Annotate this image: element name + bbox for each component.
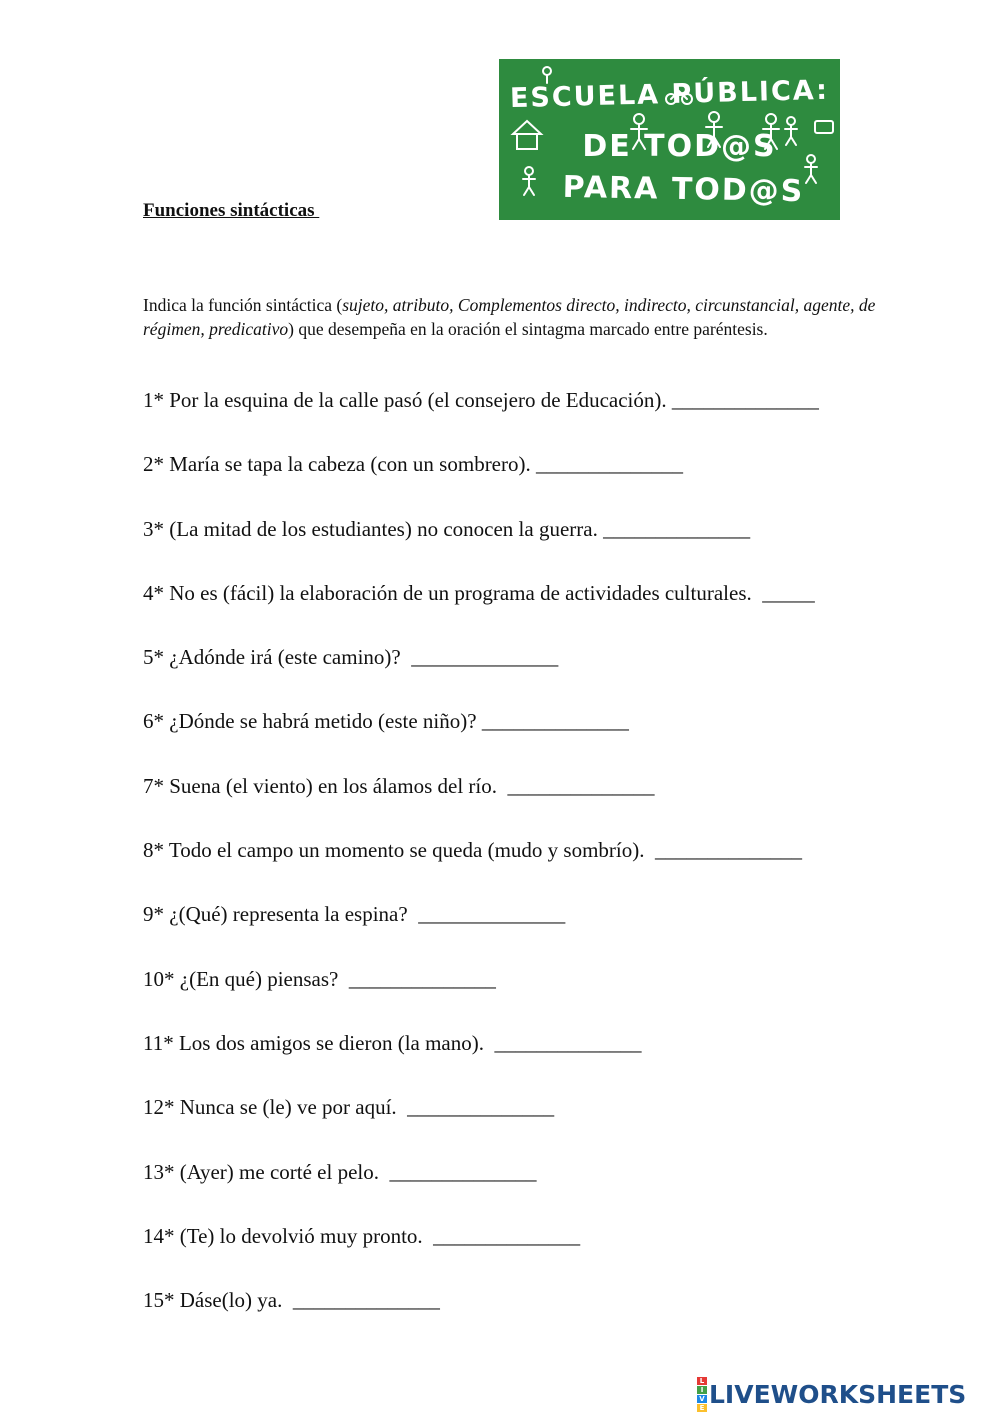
question-text: 5* ¿Adónde irá (este camino)? (143, 645, 412, 670)
answer-blank[interactable]: ______________ (292, 1288, 440, 1313)
question-text: 2* María se tapa la cabeza (con un sombrero). (143, 452, 536, 477)
question-item (143, 1095, 943, 1159)
instructions-start: Indica la función sintáctica ( (143, 295, 343, 315)
question-item (143, 517, 943, 581)
question-text: 13* (Ayer) me corté el pelo. (143, 1159, 390, 1184)
question-text: 14* (Te) lo devolvió muy pronto. (143, 1223, 434, 1248)
logo-line-1: ESCUELA PÚBLICA: (509, 74, 830, 115)
question-item (143, 1031, 943, 1095)
question-item (143, 1160, 943, 1224)
question-item (143, 838, 943, 902)
icon-block: E (697, 1404, 707, 1412)
question-item (143, 1224, 943, 1288)
answer-blank[interactable]: ______________ (494, 1030, 642, 1055)
question-item (143, 645, 943, 709)
question-item (143, 452, 943, 516)
liveworksheets-watermark (697, 1377, 966, 1411)
question-text: 12* Nunca se (le) ve por aquí. (143, 1095, 408, 1120)
icon-block: I (697, 1386, 707, 1394)
logo-line-3: PARA TOD@S (562, 169, 805, 210)
answer-blank[interactable]: ______________ (418, 902, 566, 927)
answer-blank[interactable]: ______________ (507, 773, 655, 798)
question-text: 1* Por la esquina de la calle pasó (el consejero de Educación). (143, 388, 672, 412)
liveworksheets-icon (697, 1377, 707, 1412)
answer-blank[interactable]: ______________ (411, 645, 559, 670)
logo-line-2: DE TOD@S (582, 129, 777, 164)
question-text: 11* Los dos amigos se dieron (la mano). (143, 1030, 495, 1055)
icon-block: V (697, 1395, 707, 1403)
answer-blank[interactable]: ______________ (433, 1223, 581, 1248)
icon-block: L (697, 1377, 707, 1385)
question-text: 3* (La mitad de los estudiantes) no conocen la guerra. (143, 516, 604, 541)
answer-blank[interactable]: ______________ (389, 1159, 537, 1184)
liveworksheets-text: LIVEWORKSHEETS (709, 1379, 967, 1409)
page-title: Funciones sintácticas (143, 200, 320, 221)
instructions-end: ) que desempeña en la oración el sintagma marcado entre paréntesis. (288, 318, 768, 339)
question-item (143, 581, 943, 645)
answer-blank[interactable]: ______________ (536, 452, 683, 477)
question-item (143, 902, 943, 966)
question-item (143, 967, 943, 1031)
question-text: 8* Todo el campo un momento se queda (mudo y sombrío). (143, 838, 655, 863)
question-item (143, 774, 943, 838)
question-text: 9* ¿(Qué) representa la espina? (143, 902, 419, 927)
answer-blank[interactable]: ______________ (481, 709, 629, 734)
answer-blank[interactable]: ______________ (671, 388, 819, 412)
question-item (143, 1288, 943, 1352)
escuela-publica-logo (499, 59, 840, 220)
instructions (143, 294, 923, 341)
answer-blank[interactable]: ______________ (407, 1095, 555, 1120)
question-text: 6* ¿Dónde se habrá metido (este niño)? (143, 709, 482, 734)
question-item (143, 388, 943, 452)
answer-blank[interactable]: ______________ (654, 838, 802, 863)
answer-blank[interactable]: ______________ (348, 966, 496, 991)
question-text: 10* ¿(En qué) piensas? (143, 966, 349, 991)
answer-blank[interactable]: ______________ (603, 516, 751, 541)
question-item (143, 709, 943, 773)
answer-blank[interactable]: _____ (762, 580, 815, 605)
question-list (143, 388, 943, 1352)
question-text: 4* No es (fácil) la elaboración de un programa de actividades culturales. (143, 580, 763, 605)
question-text: 7* Suena (el viento) en los álamos del río. (143, 773, 508, 798)
question-text: 15* Dáse(lo) ya. (143, 1288, 293, 1313)
instructions-functions: sujeto, atributo, Complementos directo, indirecto, circunstancial, agente, de régimen, predicativo (143, 295, 876, 339)
